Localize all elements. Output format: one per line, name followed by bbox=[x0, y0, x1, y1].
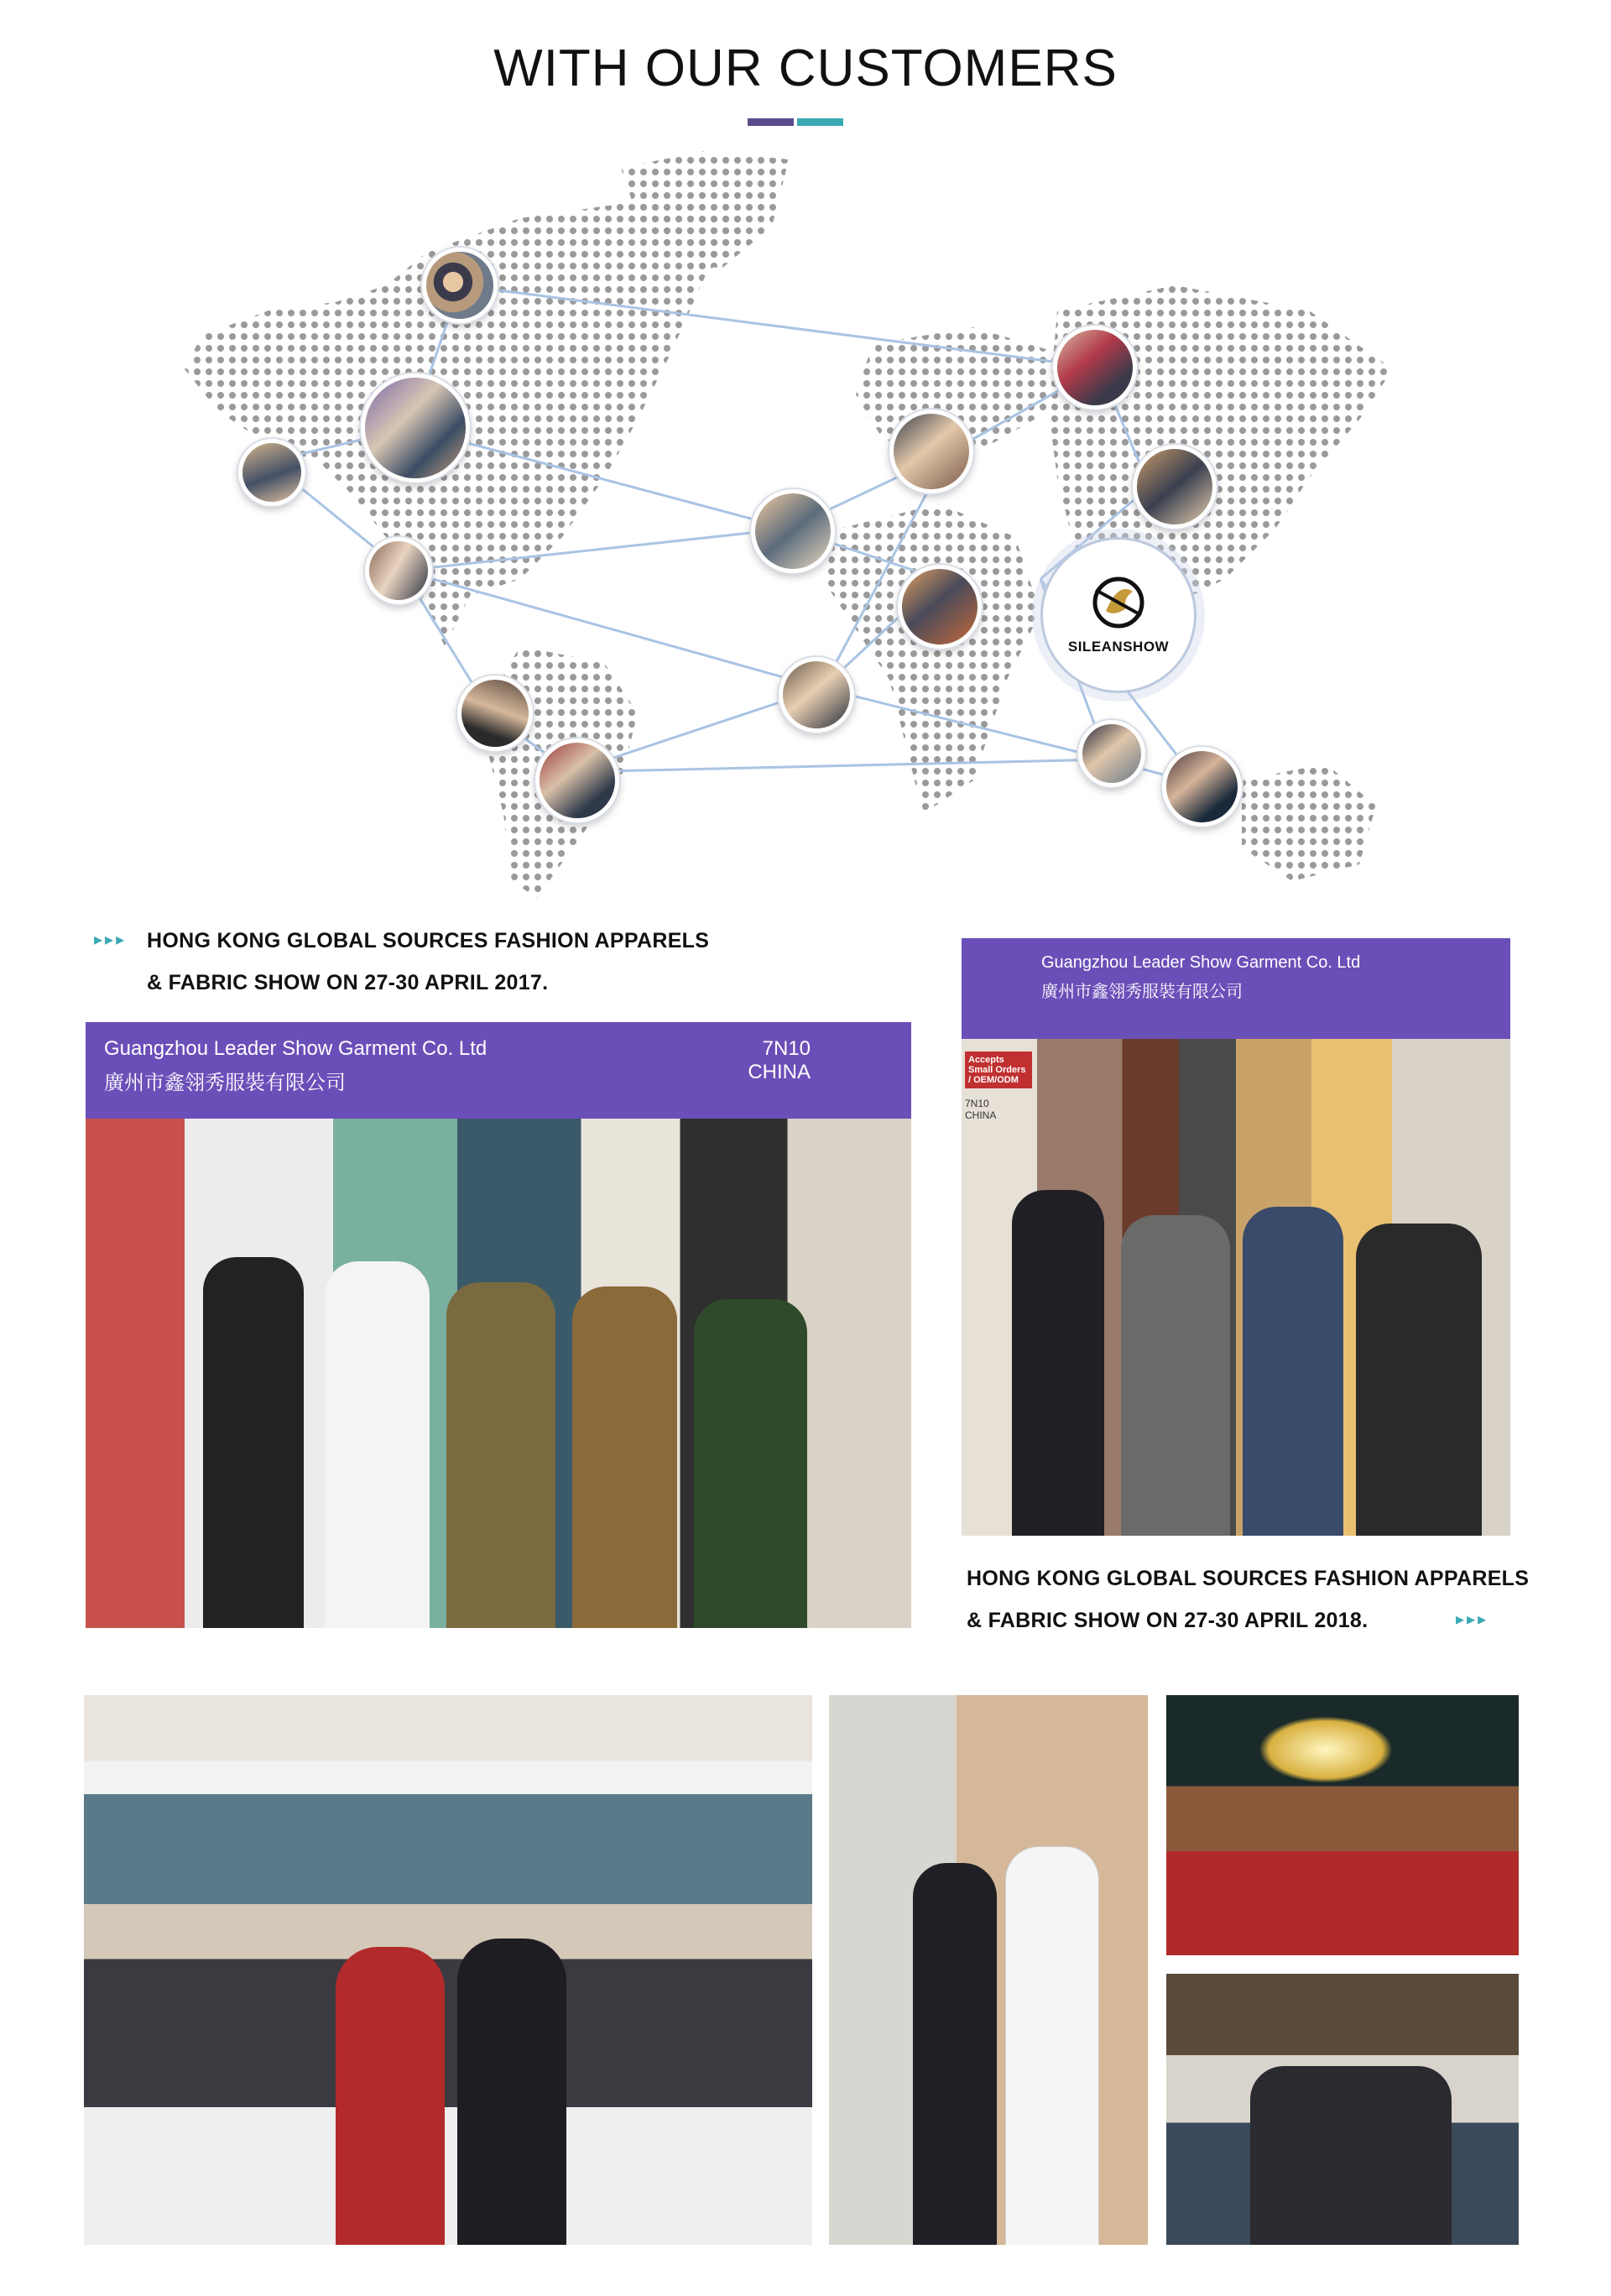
caption-arrows-2017: ▸▸▸ bbox=[94, 931, 128, 949]
customer-photo-6 bbox=[535, 738, 619, 822]
customer-photo-11 bbox=[1053, 326, 1137, 410]
photo-booth-2017 bbox=[86, 1022, 911, 1628]
photo-restaurant-group bbox=[1166, 1974, 1519, 2245]
logo-text: SILEANSHOW bbox=[1067, 639, 1170, 655]
caption-arrows-2018: ▸▸▸ bbox=[1456, 1610, 1489, 1629]
booth-2017-banner bbox=[86, 1022, 911, 1119]
booth-2018-company-cn: 廣州市鑫翎秀服裝有限公司 bbox=[1041, 983, 1243, 1001]
booth-2017-company-en: Guangzhou Leader Show Garment Co. Ltd bbox=[104, 1037, 487, 1060]
caption-2018-line1: HONG KONG GLOBAL SOURCES FASHION APPARELS bbox=[967, 1567, 1530, 1590]
photo-restaurant-dinner bbox=[1166, 1695, 1519, 1955]
customer-photo-9 bbox=[898, 565, 982, 649]
booth-2018-side-sign: Accepts Small Orders / OEM/ODM bbox=[965, 1051, 1032, 1088]
photo-booth-2018 bbox=[962, 938, 1510, 1536]
customer-photo-7 bbox=[751, 489, 835, 573]
title-accent-right bbox=[797, 118, 843, 126]
customer-photo-8 bbox=[889, 410, 973, 493]
booth-2018-number: 7N10 CHINA bbox=[965, 1098, 997, 1121]
title-accent-left bbox=[748, 118, 794, 126]
customer-photo-2 bbox=[361, 373, 470, 483]
booth-2017-company-cn: 廣州市鑫翎秀服裝有限公司 bbox=[104, 1072, 346, 1094]
photo-booth-visitor bbox=[84, 1695, 812, 2245]
caption-2017-line1: HONG KONG GLOBAL SOURCES FASHION APPARELS bbox=[147, 929, 710, 952]
customer-photo-3 bbox=[238, 439, 305, 506]
continent-australia bbox=[1242, 764, 1376, 881]
customer-photo-1 bbox=[422, 248, 498, 323]
customer-photo-10 bbox=[779, 657, 854, 733]
booth-2018-banner bbox=[962, 938, 1510, 1039]
booth-2018-company-en: Guangzhou Leader Show Garment Co. Ltd bbox=[1041, 953, 1361, 972]
booth-2018-staff-group bbox=[1012, 1190, 1482, 1536]
sileanshow-logo-badge bbox=[1040, 537, 1197, 693]
customer-photo-5 bbox=[457, 676, 533, 751]
booth-2017-number: 7N10 CHINA bbox=[748, 1037, 811, 1083]
booth-2017-staff-group bbox=[203, 1224, 807, 1628]
customer-photo-12 bbox=[1133, 445, 1217, 529]
customer-photo-14 bbox=[1162, 747, 1242, 827]
caption-2017-line2: & FABRIC SHOW ON 27-30 APRIL 2017. bbox=[147, 971, 549, 994]
page-title: WITH OUR CUSTOMERS bbox=[493, 39, 1118, 97]
caption-2018-line2: & FABRIC SHOW ON 27-30 APRIL 2018. bbox=[967, 1609, 1369, 1632]
photo-warehouse bbox=[829, 1695, 1148, 2245]
customer-photo-13 bbox=[1078, 720, 1145, 787]
sileanshow-logo-icon bbox=[1089, 573, 1148, 632]
customer-photo-4 bbox=[365, 537, 432, 604]
